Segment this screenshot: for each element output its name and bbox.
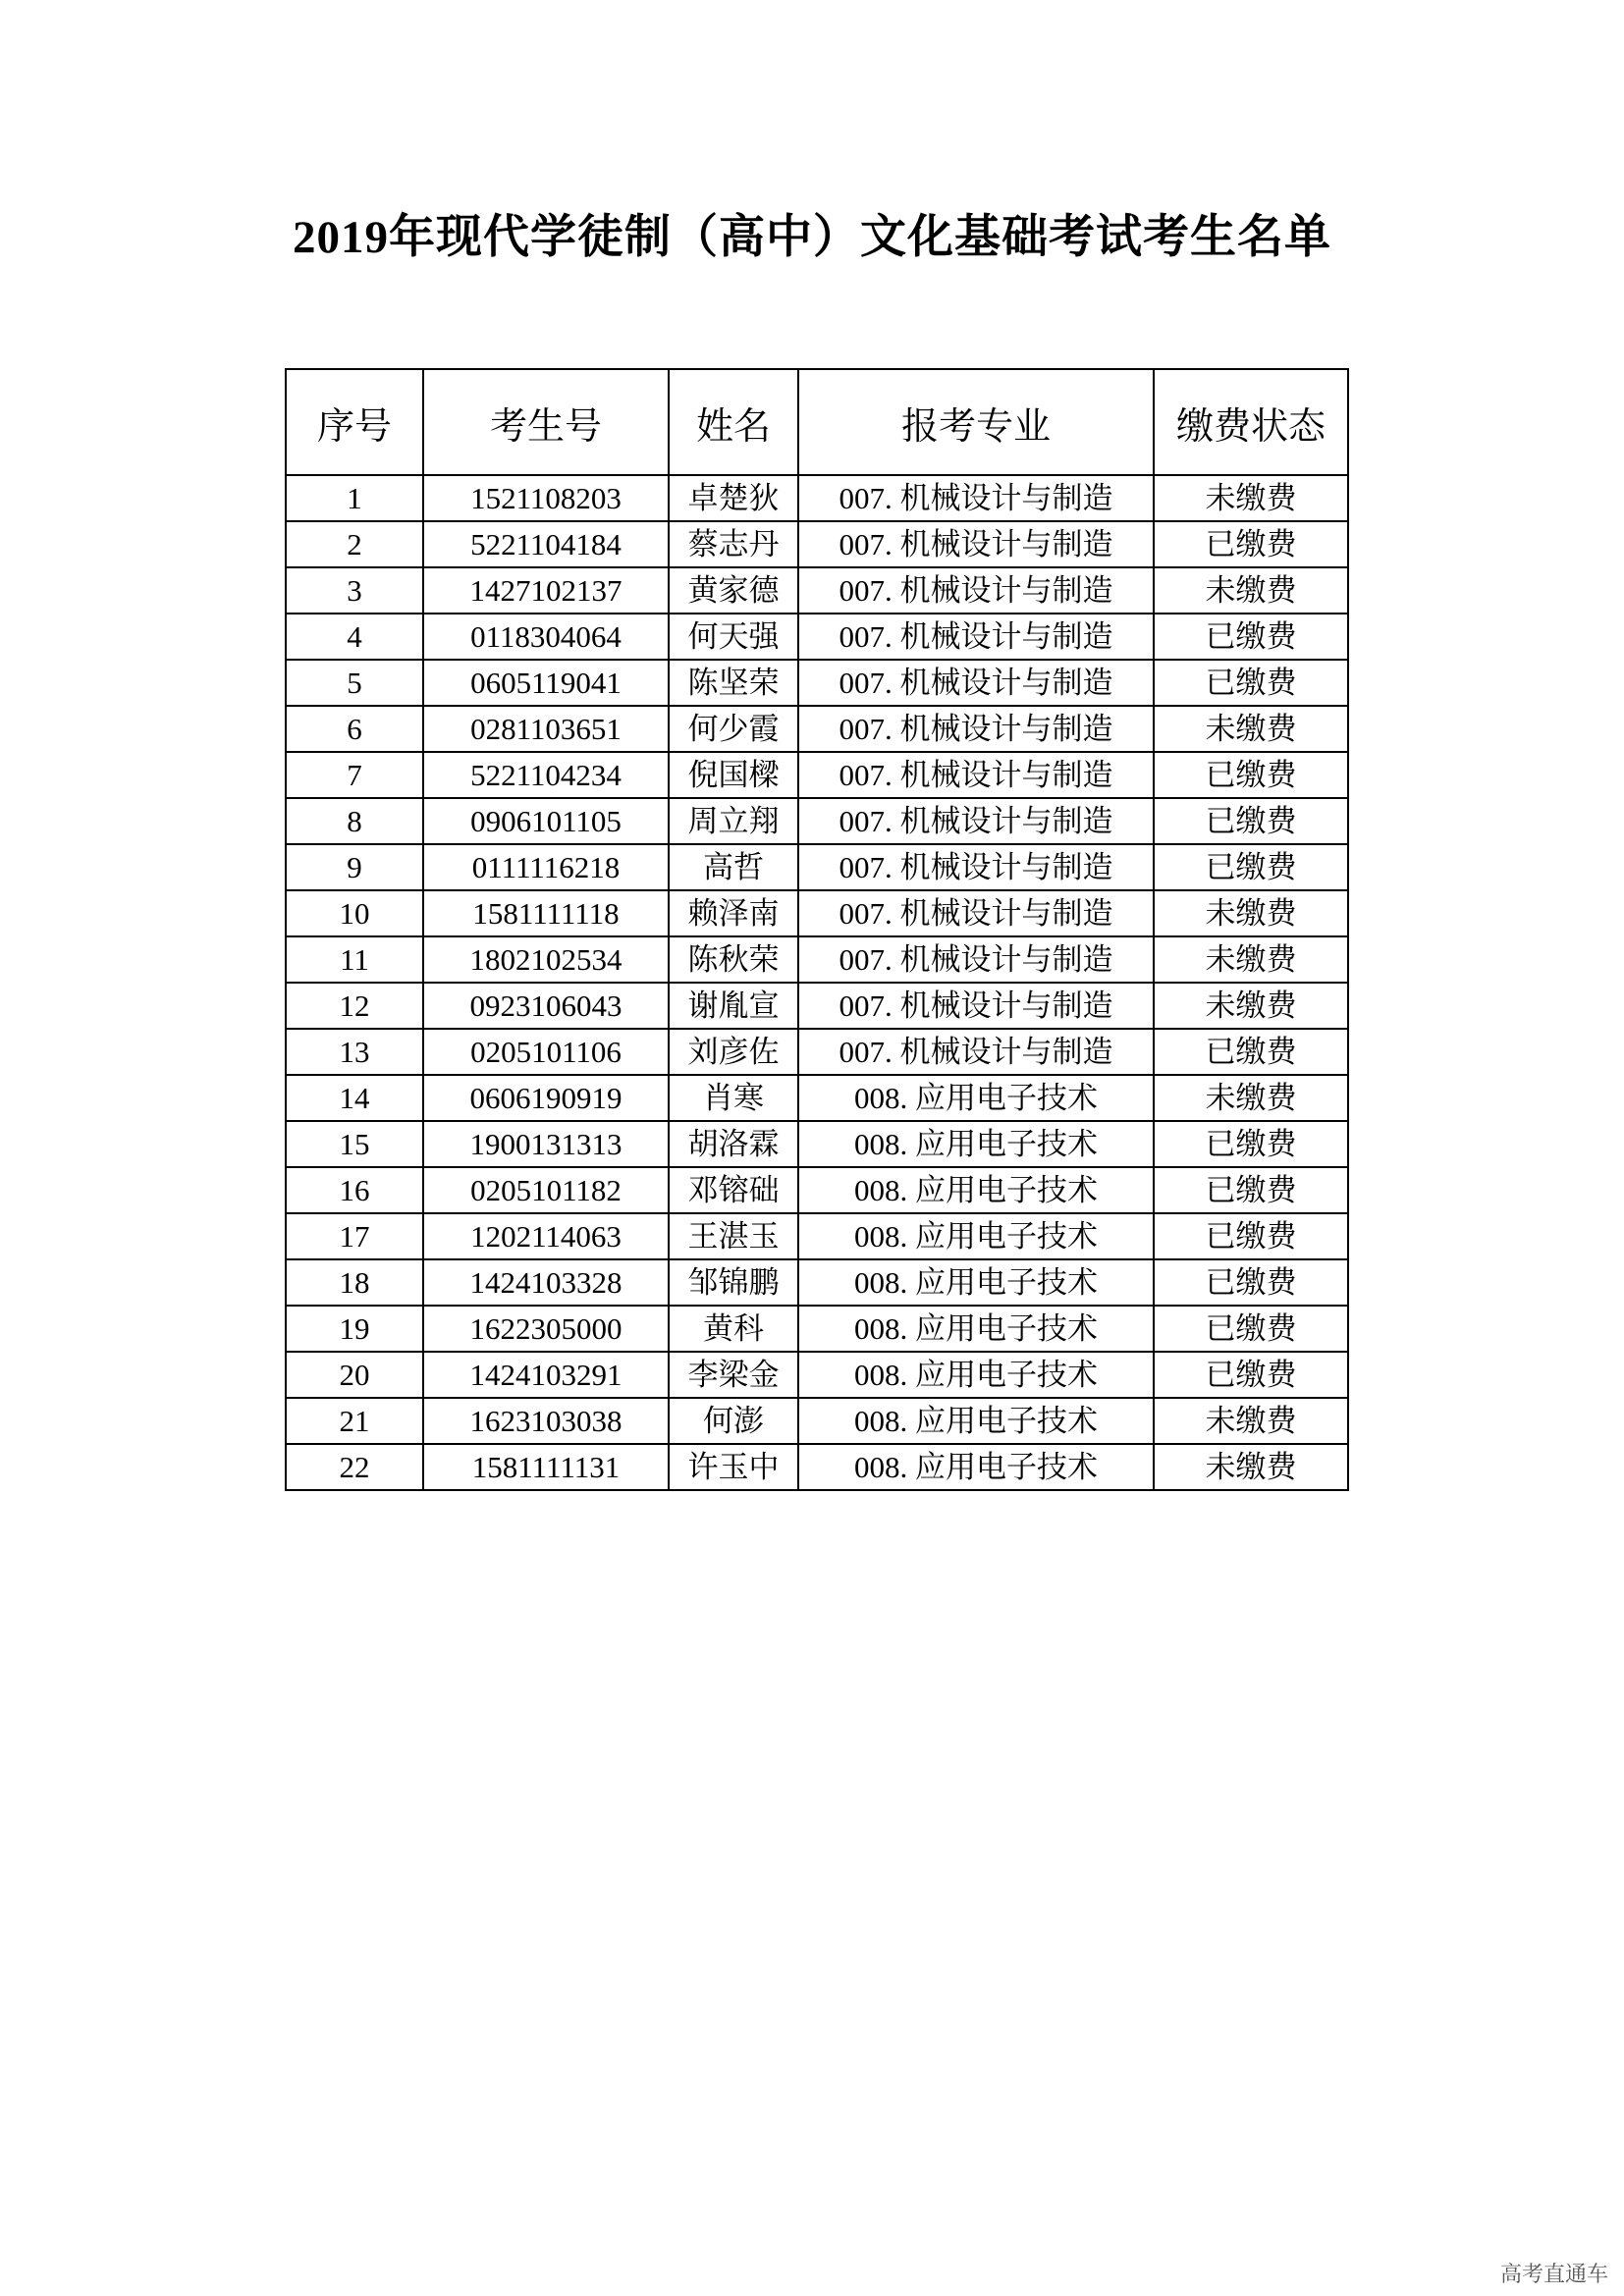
table-row: [286, 660, 1348, 706]
cell-payment-status: 未缴费: [1154, 936, 1348, 983]
cell-seq: 8: [286, 798, 423, 844]
cell-seq: 10: [286, 890, 423, 936]
table-row: [286, 521, 1348, 567]
cell-exam-id: 0906101105: [423, 798, 669, 844]
cell-name: 许玉中: [669, 1444, 798, 1490]
cell-seq: 11: [286, 936, 423, 983]
table-row: [286, 1075, 1348, 1121]
cell-payment-status: 已缴费: [1154, 1029, 1348, 1075]
cell-name: 卓楚狄: [669, 475, 798, 521]
cell-name: 谢胤宣: [669, 983, 798, 1029]
header-exam-id: 考生号: [423, 369, 669, 475]
cell-exam-id: 0923106043: [423, 983, 669, 1029]
cell-major: 007. 机械设计与制造: [798, 752, 1154, 798]
cell-payment-status: 未缴费: [1154, 475, 1348, 521]
table-row: [286, 1398, 1348, 1444]
cell-exam-id: 1622305000: [423, 1306, 669, 1352]
cell-name: 倪国樑: [669, 752, 798, 798]
cell-major: 008. 应用电子技术: [798, 1306, 1154, 1352]
cell-payment-status: 已缴费: [1154, 1167, 1348, 1213]
cell-major: 008. 应用电子技术: [798, 1259, 1154, 1306]
cell-name: 王湛玉: [669, 1213, 798, 1259]
table-row: [286, 983, 1348, 1029]
cell-payment-status: 未缴费: [1154, 1398, 1348, 1444]
cell-exam-id: 0205101182: [423, 1167, 669, 1213]
cell-seq: 14: [286, 1075, 423, 1121]
cell-seq: 16: [286, 1167, 423, 1213]
cell-major: 007. 机械设计与制造: [798, 798, 1154, 844]
cell-exam-id: 0118304064: [423, 614, 669, 660]
cell-payment-status: 已缴费: [1154, 614, 1348, 660]
cell-exam-id: 1424103291: [423, 1352, 669, 1398]
cell-exam-id: 1521108203: [423, 475, 669, 521]
cell-seq: 18: [286, 1259, 423, 1306]
cell-major: 008. 应用电子技术: [798, 1352, 1154, 1398]
table-body: [286, 475, 1348, 1490]
cell-payment-status: 已缴费: [1154, 844, 1348, 890]
cell-payment-status: 已缴费: [1154, 1213, 1348, 1259]
cell-payment-status: 已缴费: [1154, 1121, 1348, 1167]
cell-seq: 12: [286, 983, 423, 1029]
cell-major: 007. 机械设计与制造: [798, 706, 1154, 752]
cell-major: 007. 机械设计与制造: [798, 1029, 1154, 1075]
cell-name: 邹锦鹏: [669, 1259, 798, 1306]
cell-name: 高哲: [669, 844, 798, 890]
cell-major: 008. 应用电子技术: [798, 1167, 1154, 1213]
cell-exam-id: 5221104184: [423, 521, 669, 567]
cell-payment-status: 已缴费: [1154, 752, 1348, 798]
cell-seq: 21: [286, 1398, 423, 1444]
cell-name: 陈坚荣: [669, 660, 798, 706]
header-name: 姓名: [669, 369, 798, 475]
cell-payment-status: 已缴费: [1154, 1352, 1348, 1398]
table-row: [286, 1167, 1348, 1213]
cell-exam-id: 1802102534: [423, 936, 669, 983]
table-row: [286, 844, 1348, 890]
cell-exam-id: 0606190919: [423, 1075, 669, 1121]
cell-major: 007. 机械设计与制造: [798, 660, 1154, 706]
cell-major: 008. 应用电子技术: [798, 1121, 1154, 1167]
cell-exam-id: 0205101106: [423, 1029, 669, 1075]
cell-name: 周立翔: [669, 798, 798, 844]
table-row: [286, 1306, 1348, 1352]
table-row: [286, 1029, 1348, 1075]
cell-major: 007. 机械设计与制造: [798, 567, 1154, 614]
cell-seq: 20: [286, 1352, 423, 1398]
cell-payment-status: 未缴费: [1154, 1444, 1348, 1490]
cell-name: 何天强: [669, 614, 798, 660]
cell-exam-id: 1581111131: [423, 1444, 669, 1490]
cell-exam-id: 5221104234: [423, 752, 669, 798]
cell-exam-id: 1424103328: [423, 1259, 669, 1306]
cell-seq: 9: [286, 844, 423, 890]
cell-payment-status: 未缴费: [1154, 706, 1348, 752]
cell-name: 邓镕础: [669, 1167, 798, 1213]
header-seq: 序号: [286, 369, 423, 475]
cell-major: 008. 应用电子技术: [798, 1075, 1154, 1121]
cell-seq: 5: [286, 660, 423, 706]
cell-seq: 6: [286, 706, 423, 752]
cell-payment-status: 已缴费: [1154, 1306, 1348, 1352]
cell-name: 刘彦佐: [669, 1029, 798, 1075]
cell-seq: 1: [286, 475, 423, 521]
cell-payment-status: 已缴费: [1154, 521, 1348, 567]
cell-name: 赖泽南: [669, 890, 798, 936]
table-row: [286, 706, 1348, 752]
cell-payment-status: 已缴费: [1154, 660, 1348, 706]
table-row: [286, 1352, 1348, 1398]
cell-name: 黄科: [669, 1306, 798, 1352]
table-row: [286, 1213, 1348, 1259]
table-row: [286, 1259, 1348, 1306]
cell-seq: 15: [286, 1121, 423, 1167]
cell-seq: 17: [286, 1213, 423, 1259]
cell-exam-id: 0281103651: [423, 706, 669, 752]
cell-seq: 7: [286, 752, 423, 798]
cell-name: 胡洛霖: [669, 1121, 798, 1167]
table-row: [286, 936, 1348, 983]
candidate-table: [285, 368, 1349, 1491]
cell-seq: 13: [286, 1029, 423, 1075]
cell-seq: 2: [286, 521, 423, 567]
cell-name: 何澎: [669, 1398, 798, 1444]
cell-name: 何少霞: [669, 706, 798, 752]
cell-major: 007. 机械设计与制造: [798, 475, 1154, 521]
cell-payment-status: 未缴费: [1154, 983, 1348, 1029]
cell-exam-id: 1427102137: [423, 567, 669, 614]
table-row: [286, 1121, 1348, 1167]
table-row: [286, 798, 1348, 844]
header-payment-status: 缴费状态: [1154, 369, 1348, 475]
cell-payment-status: 未缴费: [1154, 1075, 1348, 1121]
cell-major: 007. 机械设计与制造: [798, 890, 1154, 936]
document-title: 2019年现代学徒制（高中）文化基础考试考生名单: [293, 212, 1331, 263]
cell-major: 008. 应用电子技术: [798, 1444, 1154, 1490]
cell-seq: 19: [286, 1306, 423, 1352]
cell-exam-id: 1623103038: [423, 1398, 669, 1444]
cell-name: 李梁金: [669, 1352, 798, 1398]
cell-major: 007. 机械设计与制造: [798, 521, 1154, 567]
cell-name: 肖寒: [669, 1075, 798, 1121]
cell-payment-status: 未缴费: [1154, 890, 1348, 936]
cell-major: 007. 机械设计与制造: [798, 983, 1154, 1029]
table-row: [286, 567, 1348, 614]
cell-seq: 3: [286, 567, 423, 614]
cell-payment-status: 已缴费: [1154, 798, 1348, 844]
cell-exam-id: 1581111118: [423, 890, 669, 936]
cell-seq: 22: [286, 1444, 423, 1490]
cell-exam-id: 1900131313: [423, 1121, 669, 1167]
cell-exam-id: 0111116218: [423, 844, 669, 890]
table-row: [286, 475, 1348, 521]
table-row: [286, 752, 1348, 798]
cell-major: 008. 应用电子技术: [798, 1213, 1154, 1259]
cell-major: 007. 机械设计与制造: [798, 844, 1154, 890]
cell-exam-id: 0605119041: [423, 660, 669, 706]
table-row: [286, 1444, 1348, 1490]
header-major: 报考专业: [798, 369, 1154, 475]
watermark-text: 高考直通车: [1499, 2263, 1608, 2287]
table-row: [286, 890, 1348, 936]
cell-name: 陈秋荣: [669, 936, 798, 983]
cell-name: 蔡志丹: [669, 521, 798, 567]
table-header-row: [286, 369, 1348, 475]
cell-major: 007. 机械设计与制造: [798, 936, 1154, 983]
cell-major: 008. 应用电子技术: [798, 1398, 1154, 1444]
cell-exam-id: 1202114063: [423, 1213, 669, 1259]
cell-payment-status: 未缴费: [1154, 567, 1348, 614]
cell-major: 007. 机械设计与制造: [798, 614, 1154, 660]
cell-seq: 4: [286, 614, 423, 660]
cell-payment-status: 已缴费: [1154, 1259, 1348, 1306]
cell-name: 黄家德: [669, 567, 798, 614]
table-row: [286, 614, 1348, 660]
